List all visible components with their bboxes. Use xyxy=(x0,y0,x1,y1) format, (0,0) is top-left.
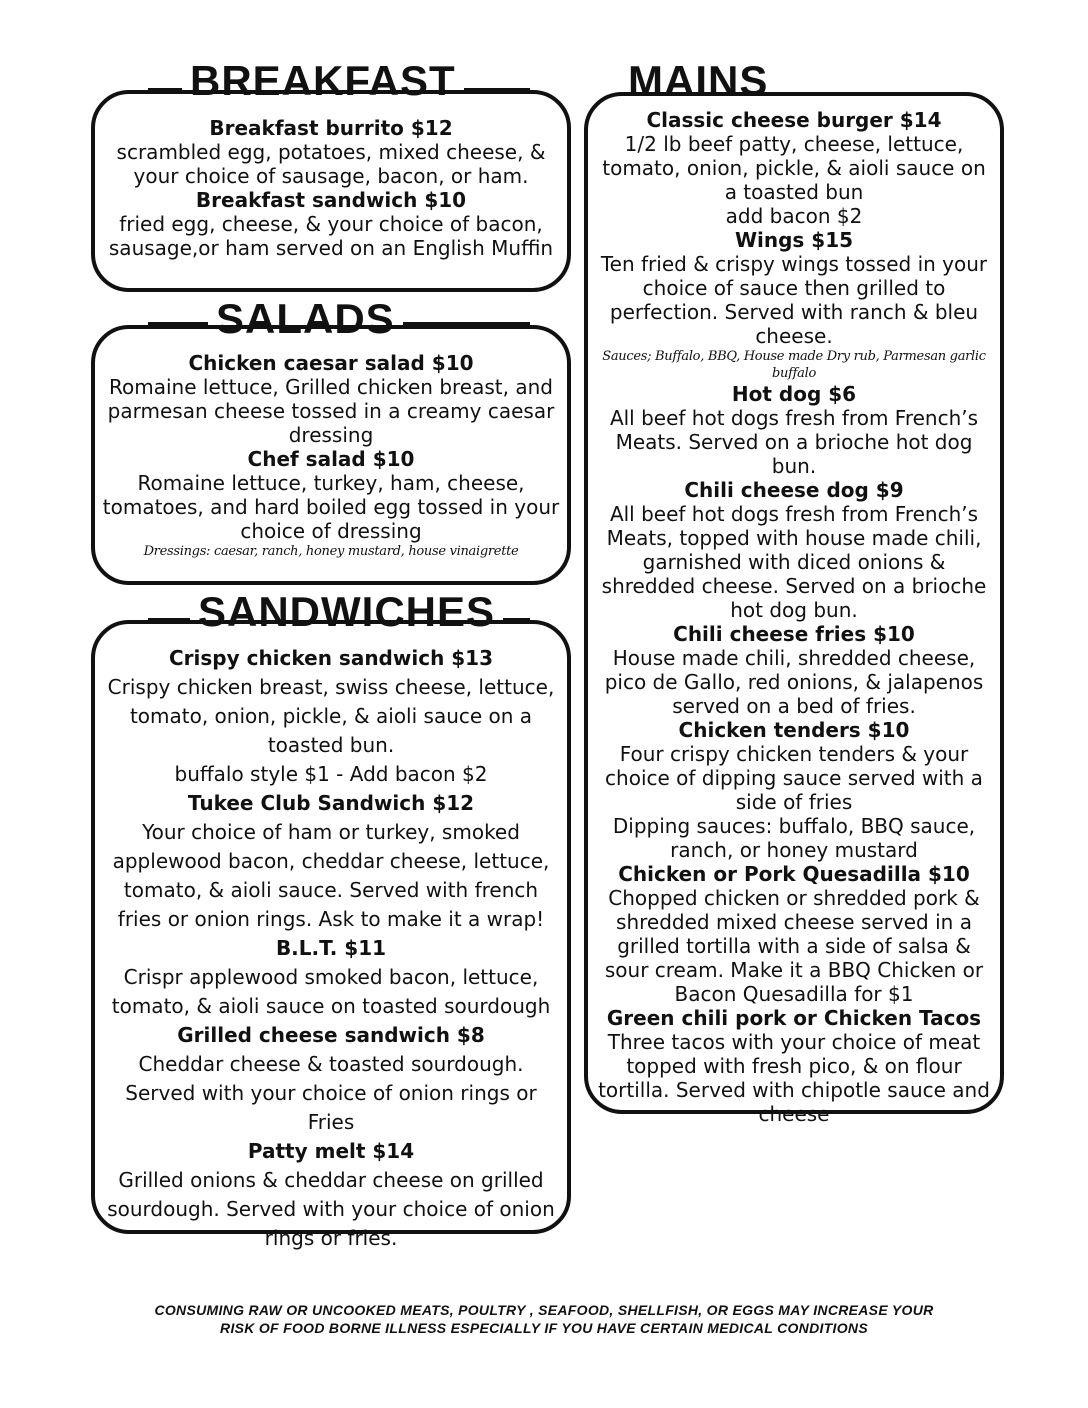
sandwiches-box xyxy=(91,620,571,1250)
health-warning xyxy=(0,1301,1088,1337)
breakfast-item xyxy=(105,188,557,260)
sandwich-item xyxy=(101,1021,561,1137)
item-extra: add bacon $2 xyxy=(725,204,863,228)
main-item xyxy=(594,1006,994,1126)
item-description: Romaine lettuce, Grilled chicken breast, and parmesan cheese tossed in a creamy caesar dressing xyxy=(107,375,555,447)
sauces-note: Sauces; Buffalo, BBQ, House made Dry rub, Parmesan garlic buffalo xyxy=(602,349,986,381)
item-description: Ten fried & crispy wings tossed in your choice of sauce then grilled to perfection. Served with ranch & bleu cheese. xyxy=(600,252,988,348)
item-description: Crispy chicken breast, swiss cheese, lettuce, tomato, onion, pickle, & aioli sauce on a toasted bun. xyxy=(107,675,555,757)
item-description: Four crispy chicken tenders & your choice of dipping sauce served with a side of fries xyxy=(605,742,983,814)
sandwiches-heading: SANDWICHES xyxy=(190,591,503,633)
item-extra: Dipping sauces: buffalo, BBQ sauce, ranch, or honey mustard xyxy=(612,814,976,862)
item-description: 1/2 lb beef patty, cheese, lettuce, tomato, onion, pickle, & aioli sauce on a toasted bun xyxy=(602,132,986,204)
item-description: Your choice of ham or turkey, smoked applewood bacon, cheddar cheese, lettuce, tomato, & aioli sauce. Served with french fries or onion rings. Ask to make it a wrap! xyxy=(112,820,550,931)
main-item xyxy=(594,862,994,1006)
health-warning-line-1: CONSUMING RAW OR UNCOOKED MEATS, POULTRY , SEAFOOD, SHELLFISH, OR EGGS MAY INCREASE YOUR xyxy=(154,1302,934,1318)
item-description: All beef hot dogs fresh from French’s Meats, topped with house made chili, garnished with diced onions & shredded cheese. Served on a brioche hot dog bun. xyxy=(601,502,987,622)
item-name: Crispy chicken sandwich $13 xyxy=(168,646,494,670)
item-name: Chicken tenders $10 xyxy=(678,718,910,742)
main-item xyxy=(594,108,994,228)
main-item xyxy=(594,382,994,478)
item-name: B.L.T. $11 xyxy=(275,936,387,960)
item-extra: buffalo style $1 - Add bacon $2 xyxy=(174,762,488,786)
item-description: fried egg, cheese, & your choice of bacon, sausage,or ham served on an English Muffin xyxy=(108,212,554,260)
main-item xyxy=(594,478,994,622)
item-description: Romaine lettuce, turkey, ham, cheese, tomatoes, and hard boiled egg tossed in your choice of dressing xyxy=(102,471,560,543)
item-name: Hot dog $6 xyxy=(731,382,857,406)
item-description: House made chili, shredded cheese, pico de Gallo, red onions, & jalapenos served on a bed of fries. xyxy=(604,646,984,718)
item-name: Wings $15 xyxy=(734,228,854,252)
item-name: Grilled cheese sandwich $8 xyxy=(177,1023,485,1047)
item-name: Breakfast sandwich $10 xyxy=(195,188,467,212)
main-item xyxy=(594,718,994,862)
item-name: Chili cheese dog $9 xyxy=(684,478,904,502)
salads-box xyxy=(91,325,571,585)
item-name: Breakfast burrito $12 xyxy=(209,116,453,140)
sandwich-item xyxy=(101,644,561,789)
item-name: Patty melt $14 xyxy=(247,1139,415,1163)
salads-heading: SALADS xyxy=(208,298,403,340)
item-description: Grilled onions & cheddar cheese on grilled sourdough. Served with your choice of onion rings or fries. xyxy=(107,1168,555,1250)
breakfast-box xyxy=(91,90,571,292)
item-name: Chicken or Pork Quesadilla $10 xyxy=(618,862,970,886)
item-name: Tukee Club Sandwich $12 xyxy=(187,791,475,815)
item-description: Cheddar cheese & toasted sourdough. Served with your choice of onion rings or Fries xyxy=(125,1052,537,1134)
salad-item xyxy=(101,447,561,543)
sandwich-item xyxy=(101,789,561,934)
health-warning-line-2: RISK OF FOOD BORNE ILLNESS ESPECIALLY IF YOU HAVE CERTAIN MEDICAL CONDITIONS xyxy=(220,1320,868,1336)
item-name: Chicken caesar salad $10 xyxy=(188,351,474,375)
main-item xyxy=(594,622,994,718)
main-item xyxy=(594,228,994,382)
item-description: All beef hot dogs fresh from French’s Meats. Served on a brioche hot dog bun. xyxy=(609,406,979,478)
item-name: Classic cheese burger $14 xyxy=(646,108,942,132)
sandwich-item xyxy=(101,1137,561,1253)
dressings-note: Dressings: caesar, ranch, honey mustard, house vinaigrette xyxy=(143,544,519,559)
sandwich-item xyxy=(101,934,561,1021)
item-name: Green chili pork or Chicken Tacos xyxy=(606,1006,982,1030)
breakfast-item xyxy=(105,116,557,188)
item-name: Chef salad $10 xyxy=(247,447,415,471)
item-description: Three tacos with your choice of meat topped with fresh pico, & on flour tortilla. Served with chipotle sauce and cheese xyxy=(598,1030,990,1126)
item-description: scrambled egg, potatoes, mixed cheese, & your choice of sausage, bacon, or ham. xyxy=(116,140,546,188)
mains-box xyxy=(584,92,1004,1126)
item-description: Chopped chicken or shredded pork & shredded mixed cheese served in a grilled tortilla with a side of salsa & sour cream. Make it a BBQ Chicken or Bacon Quesadilla for $1 xyxy=(604,886,984,1006)
item-description: Crispr applewood smoked bacon, lettuce, tomato, & aioli sauce on toasted sourdough xyxy=(111,965,551,1018)
salad-item xyxy=(101,351,561,447)
item-name: Chili cheese fries $10 xyxy=(673,622,915,646)
breakfast-heading: BREAKFAST xyxy=(182,60,464,102)
mains-heading: MAINS xyxy=(620,60,776,102)
